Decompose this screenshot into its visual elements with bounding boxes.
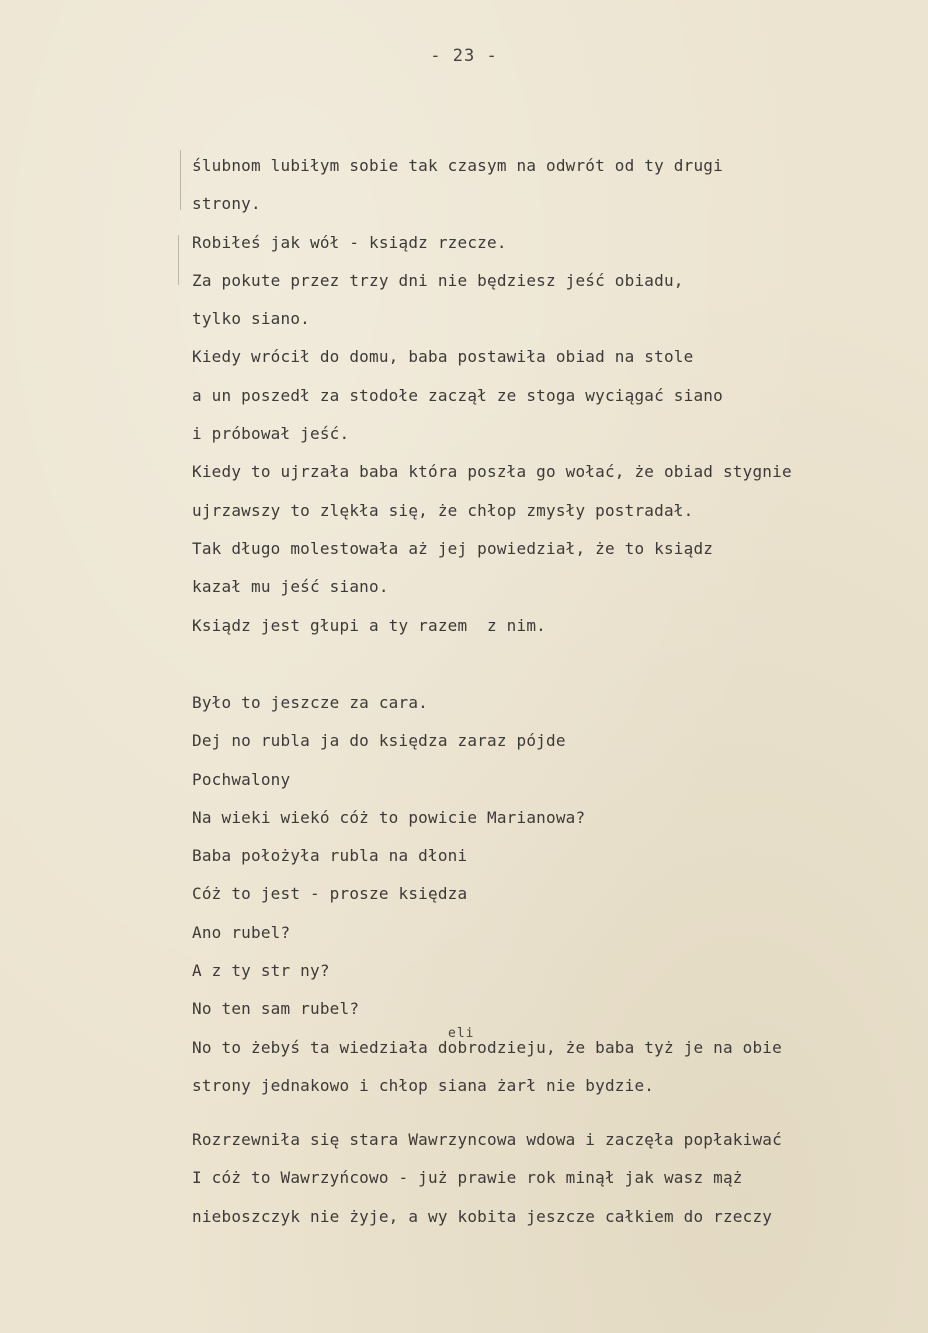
text-line: Za pokute przez trzy dni nie będziesz jeść obiadu,	[192, 270, 684, 290]
text-line: Na wieki wiekó cóż to powicie Marianowa?	[192, 807, 586, 827]
text-line: i próbował jeść.	[192, 424, 350, 444]
text-line: Kiedy wrócił do domu, baba postawiła obiad na stole	[192, 347, 694, 367]
margin-pencil-mark	[180, 150, 181, 210]
text-line: Cóż to jest - prosze księdza	[192, 884, 468, 904]
text-line: A z ty str ny?	[192, 961, 330, 981]
text-line: No ten sam rubel?	[192, 999, 360, 1019]
text-line: Rozrzewniła się stara Wawrzyncowa wdowa i zaczęła popłakiwać	[192, 1130, 782, 1149]
text-line: Ano rubel?	[192, 922, 291, 942]
text-line: Kiedy to ujrzała baba która poszła go wołać, że obiad stygnie	[192, 462, 792, 482]
text-line: I cóż to Wawrzyńcowo - już prawie rok minął jak wasz mąż	[192, 1168, 743, 1188]
text-line: strony.	[192, 194, 261, 214]
text-line: Dej no rubla ja do księdza zaraz pójde	[192, 731, 566, 751]
paragraph-1	[192, 147, 792, 645]
paragraph-2	[192, 684, 782, 1105]
text-line: ślubnom lubiłym sobie tak czasym na odwrót od ty drugi	[192, 156, 723, 175]
text-line: No to żebyś ta wiedziała dobrodzieju, że baba tyż je na obie	[192, 1037, 782, 1057]
text-line: Pochwalony	[192, 769, 291, 789]
text-line: Robiłeś jak wół - ksiądz rzecze.	[192, 232, 507, 252]
text-line: kazał mu jeść siano.	[192, 577, 389, 597]
text-line: a un poszedł za stodołe zaczął ze stoga wyciągać siano	[192, 385, 723, 405]
text-line: ujrzawszy to zlękła się, że chłop zmysły postradał.	[192, 500, 694, 520]
text-line: Baba położyła rubla na dłoni	[192, 846, 468, 866]
text-line: tylko siano.	[192, 309, 310, 329]
text-line: Było to jeszcze za cara.	[192, 693, 428, 712]
overtyped-correction: eli	[448, 1026, 475, 1041]
text-line: strony jednakowo i chłop siana żarł nie bydzie.	[192, 1075, 655, 1095]
margin-pencil-mark	[178, 235, 179, 285]
paragraph-3	[192, 1121, 782, 1236]
page-number: - 23 -	[430, 46, 498, 66]
text-line: nieboszczyk nie żyje, a wy kobita jeszcze całkiem do rzeczy	[192, 1206, 773, 1226]
text-line: Ksiądz jest głupi a ty razem z nim.	[192, 615, 546, 635]
text-line: Tak długo molestowała aż jej powiedział, że to ksiądz	[192, 538, 714, 558]
